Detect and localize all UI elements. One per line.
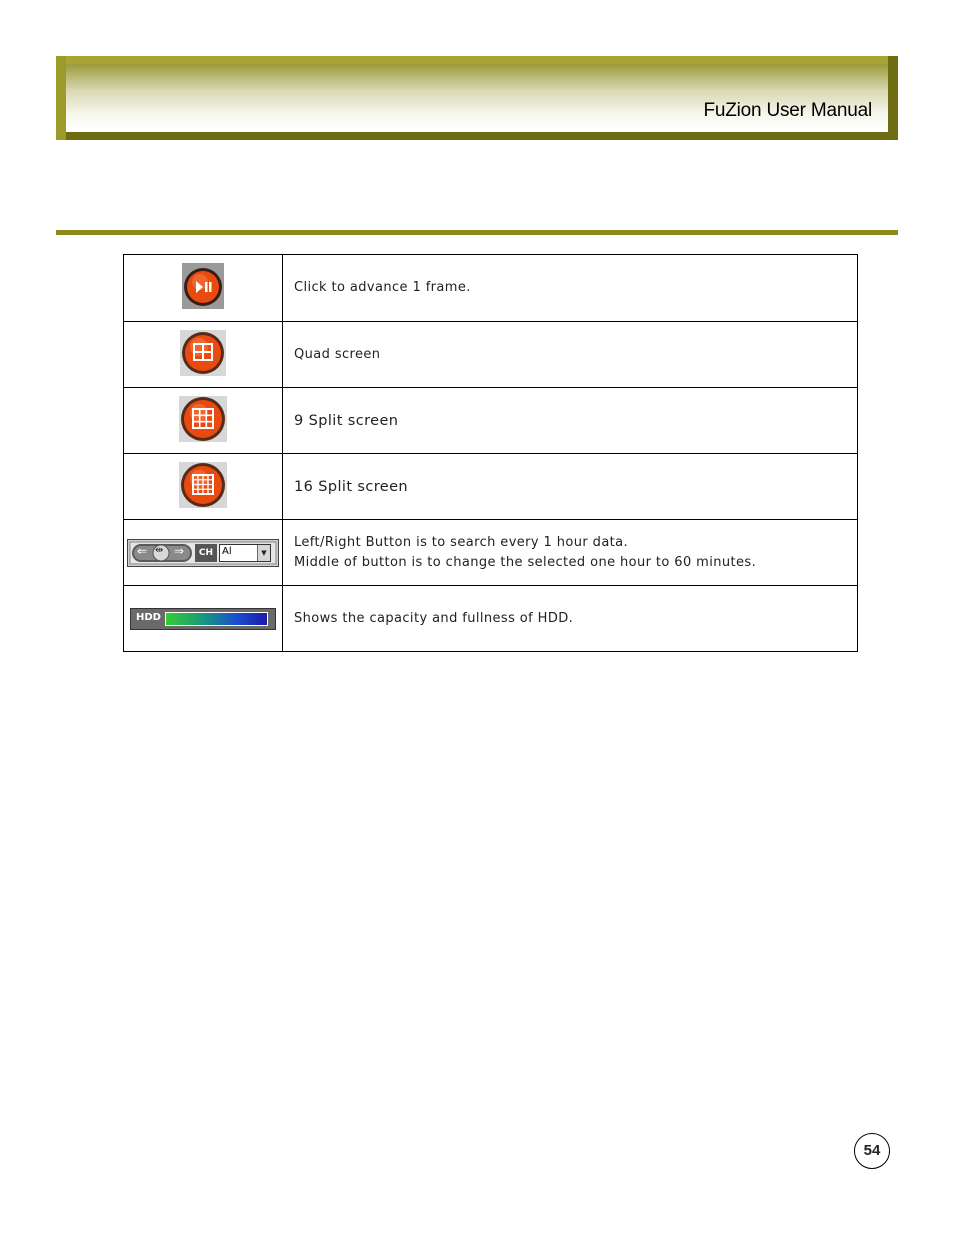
channel-label: CH <box>195 544 217 562</box>
banner-bevel <box>56 56 66 140</box>
hour-search-control-icon <box>127 539 279 567</box>
row-description-line: Left/Right Button is to search every 1 hour data. <box>294 534 629 550</box>
quad-screen-icon[interactable] <box>180 330 226 380</box>
page-number: 54 <box>854 1133 890 1169</box>
row-description: Quad screen <box>294 346 381 362</box>
row-description: Shows the capacity and fullness of HDD. <box>294 610 574 626</box>
table-row <box>124 454 858 520</box>
channel-select-value: Al <box>222 545 232 557</box>
chevron-down-icon: ▼ <box>257 545 270 561</box>
table-row <box>124 388 858 454</box>
hdd-label: HDD <box>136 611 161 623</box>
header-banner <box>56 56 898 140</box>
next-hour-arrow-icon[interactable]: ⇒ <box>174 543 185 558</box>
sixteen-split-screen-icon[interactable] <box>179 462 227 512</box>
banner-bevel <box>56 56 898 64</box>
row-description: Click to advance 1 frame. <box>294 280 471 295</box>
button-reference-table <box>123 254 858 652</box>
hdd-capacity-bar <box>165 612 268 626</box>
frame-advance-icon[interactable] <box>182 263 224 313</box>
nine-split-screen-icon[interactable] <box>179 396 227 446</box>
hdd-capacity-icon <box>130 608 276 630</box>
table-row <box>124 520 858 586</box>
manual-title: FuZion User Manual <box>703 100 872 121</box>
row-description-line: Middle of button is to change the selected one hour to 60 minutes. <box>294 554 757 570</box>
previous-hour-arrow-icon[interactable]: ⇐ <box>137 543 148 558</box>
table-row <box>124 322 858 388</box>
banner-bevel <box>888 56 898 140</box>
table-row <box>124 255 858 322</box>
channel-select[interactable] <box>219 544 271 562</box>
hour-minute-toggle-icon[interactable]: ⇹ <box>155 544 164 556</box>
row-description: 9 Split screen <box>294 412 399 429</box>
table-row <box>124 586 858 652</box>
section-divider <box>56 230 898 235</box>
row-description: 16 Split screen <box>294 478 409 495</box>
banner-bevel <box>56 132 898 140</box>
